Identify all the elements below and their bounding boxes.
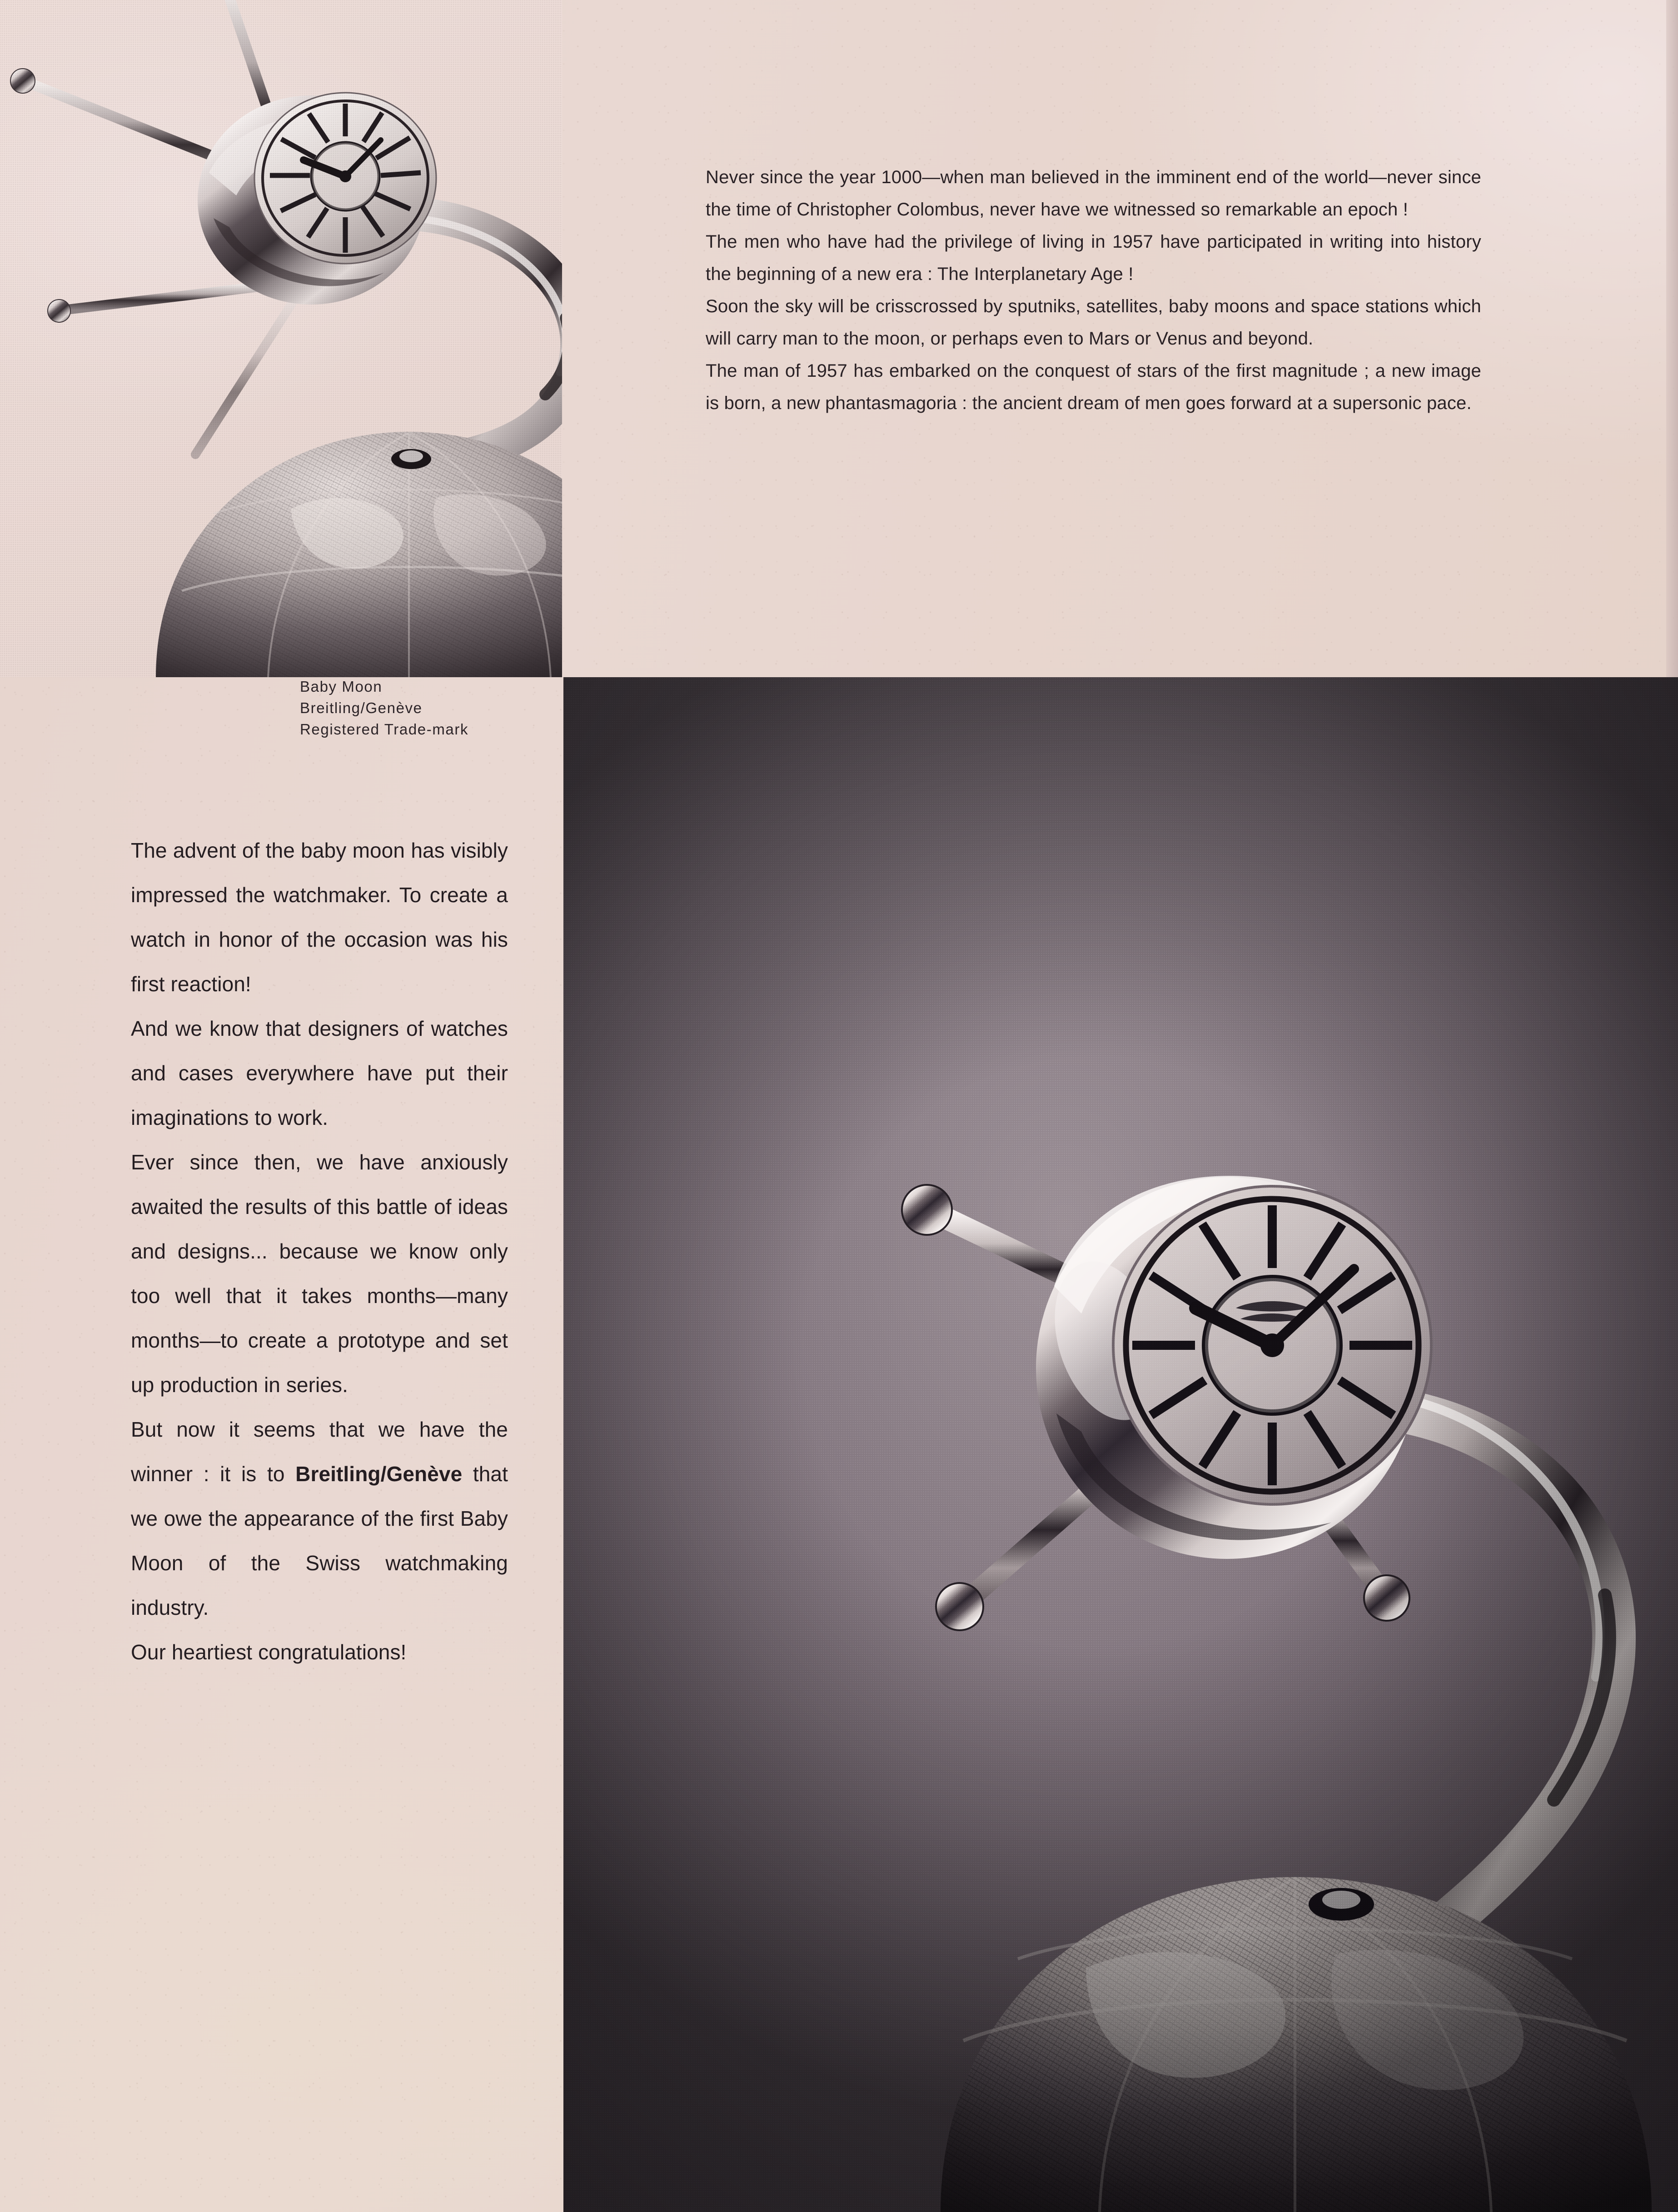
baby-moon-clock-photograph [563, 677, 1678, 2212]
intro-paragraph-4: The man of 1957 has embarked on the conquest of stars of the first magnitude ; a new image is born, a new phantasmagoria : the ancient dream of men goes forward at a supersonic pace. [706, 361, 1481, 413]
body-paragraph-4 [131, 1407, 508, 1630]
intro-paragraph-1: Never since the year 1000—when man believed in the imminent end of the world—never since the time of Christopher Colombus, never have we witnessed so remarkable an epoch ! [706, 167, 1481, 220]
caption-line-trademark: Registered Trade-mark [300, 721, 469, 738]
body-paragraph-1: The advent of the baby moon has visibly impressed the watchmaker. To create a watch in honor of the occasion was his first reaction! [131, 839, 508, 996]
illustration-caption [300, 676, 554, 740]
body-paragraph-5: Our heartiest congratulations! [131, 1640, 407, 1664]
body-paragraph-3: Ever since then, we have anxiously awaited the results of this battle of ideas and designs... because we know only too well that it takes months—many months—to create a prototype and set up production in series. [131, 1150, 508, 1397]
intro-text-block [706, 161, 1481, 419]
intro-paragraph-2: The men who have had the privilege of living in 1957 have participated in writing into history the beginning of a new era : The Interplanetary Age ! [706, 232, 1481, 284]
caption-line-product: Baby Moon [300, 678, 383, 695]
intro-paragraph-3: Soon the sky will be crisscrossed by sputniks, satellites, baby moons and space stations which will carry man to the moon, or perhaps even to Mars or Venus and beyond. [706, 296, 1481, 349]
body-text-block [131, 828, 508, 1674]
body-para4-after: that we owe the appearance of the first Baby Moon of the Swiss watchmaking industry. [131, 1462, 508, 1619]
caption-line-brand: Breitling/Genève [300, 699, 423, 716]
body-paragraph-2: And we know that designers of watches and cases everywhere have put their imaginations to work. [131, 1017, 508, 1129]
brand-name-breitling-geneve: Breitling/Genève [295, 1462, 463, 1486]
page-edge-strip [1666, 0, 1678, 677]
baby-moon-illustration-panel [0, 0, 562, 677]
body-para4-before: But now it seems that we have the winner : it is to [131, 1418, 508, 1486]
photo-halftone-texture [563, 677, 1678, 2212]
halftone-print-texture [0, 0, 562, 677]
